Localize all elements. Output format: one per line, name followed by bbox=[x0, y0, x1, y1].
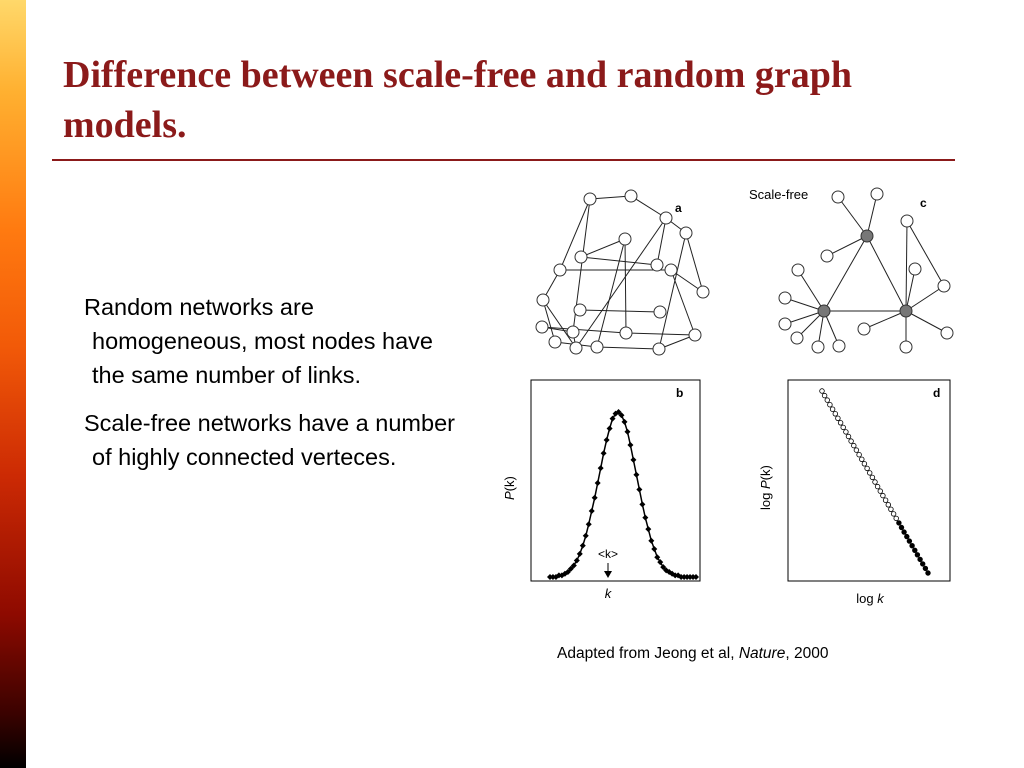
panel-d-point bbox=[913, 548, 918, 553]
caption-journal: Nature bbox=[738, 645, 786, 662]
panel-d-point bbox=[841, 425, 846, 430]
panel-b-poisson-plot bbox=[502, 380, 700, 601]
panel-b-letter: b bbox=[676, 386, 684, 400]
panel-c-scale-free-network bbox=[749, 187, 953, 353]
panel-d-point bbox=[857, 452, 862, 457]
bullet-list bbox=[84, 290, 464, 488]
panel-d-point bbox=[862, 462, 867, 467]
bullet-random-networks: Random networks are homogeneous, most nodes have the same number of links. bbox=[84, 294, 433, 388]
panel-d-xlabel: log k bbox=[856, 591, 884, 606]
panel-d-point bbox=[918, 557, 923, 562]
panel-d-point bbox=[833, 412, 838, 417]
panel-d-point bbox=[854, 448, 859, 453]
panel-d-point bbox=[875, 484, 880, 489]
panel-d-point bbox=[825, 398, 830, 403]
panel-b-ylabel: P(k) bbox=[502, 476, 517, 500]
panel-d-point bbox=[894, 516, 899, 521]
figure-caption bbox=[557, 645, 828, 663]
panel-c-letter: c bbox=[920, 196, 927, 210]
panel-d-point bbox=[897, 521, 902, 526]
panel-d-point bbox=[923, 566, 928, 571]
panel-d-ylabel: log P(k) bbox=[758, 465, 773, 510]
panel-d-point bbox=[867, 471, 872, 476]
panel-d-point bbox=[881, 493, 886, 498]
panel-d-point bbox=[849, 439, 854, 444]
panel-d-point bbox=[899, 525, 904, 530]
panel-d-point bbox=[920, 562, 925, 567]
panel-d-letter: d bbox=[933, 386, 941, 400]
panel-d-point bbox=[915, 553, 920, 558]
panel-b-mean-label: <k> bbox=[597, 547, 619, 561]
panel-d-powerlaw-plot bbox=[758, 380, 950, 606]
panel-d-point bbox=[860, 457, 865, 462]
network-figure bbox=[500, 180, 960, 620]
panel-d-point bbox=[926, 571, 931, 576]
panel-d-point bbox=[902, 530, 907, 535]
panel-d-point bbox=[830, 407, 835, 412]
caption-text: Adapted from Jeong et al, bbox=[557, 645, 739, 662]
panel-d-point bbox=[846, 434, 851, 439]
panel-d-point bbox=[820, 389, 825, 394]
panel-d-point bbox=[886, 503, 891, 508]
gradient-sidebar bbox=[0, 0, 26, 768]
panel-d-point bbox=[907, 539, 912, 544]
panel-d-point bbox=[844, 430, 849, 435]
panel-d-point bbox=[905, 534, 910, 539]
title-underline bbox=[52, 159, 955, 161]
panel-c-title: Scale-free bbox=[749, 187, 809, 202]
panel-d-point bbox=[891, 512, 896, 517]
panel-d-point bbox=[838, 421, 843, 426]
panel-d-point bbox=[870, 475, 875, 480]
panel-d-point bbox=[836, 416, 841, 421]
panel-b-xlabel: k bbox=[604, 586, 612, 601]
panel-d-point bbox=[910, 543, 915, 548]
panel-d-point bbox=[878, 489, 883, 494]
panel-d-point bbox=[822, 393, 827, 398]
panel-d-point bbox=[873, 480, 878, 485]
bullet-scale-free-networks: Scale-free networks have a number of highly connected verteces. bbox=[84, 410, 455, 470]
caption-year: , 2000 bbox=[785, 645, 829, 662]
panel-a-random-network bbox=[536, 190, 709, 355]
panel-a-letter: a bbox=[675, 201, 682, 215]
panel-d-point bbox=[852, 443, 857, 448]
panel-d-point bbox=[889, 507, 894, 512]
panel-d-point bbox=[883, 498, 888, 503]
slide-title: Difference between scale-free and random graph models. bbox=[63, 54, 853, 146]
panel-d-point bbox=[828, 402, 833, 407]
panel-d-point bbox=[865, 466, 870, 471]
